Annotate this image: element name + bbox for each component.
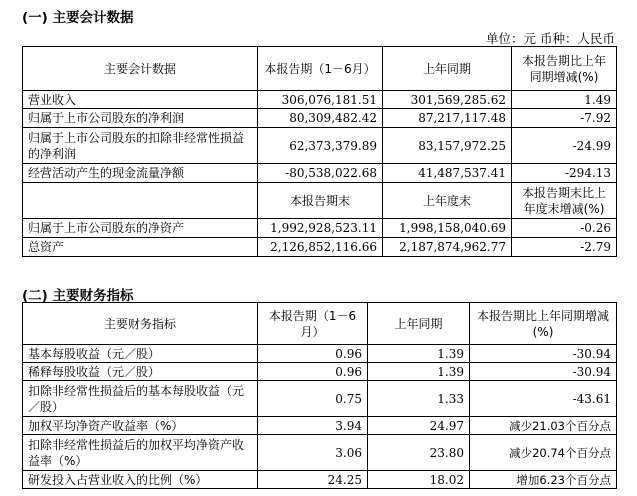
table-row <box>23 417 617 435</box>
row-label: 总资产 <box>23 238 258 257</box>
row-change-value: -30.94 <box>470 363 617 381</box>
row-change-value: -30.94 <box>470 345 617 363</box>
row-change-value: -7.92 <box>512 109 617 128</box>
row-change-value: 减少21.03个百分点 <box>470 417 617 435</box>
section2-title: (二) 主要财务指标 <box>22 288 134 304</box>
row-current-value: 0.75 <box>258 381 368 417</box>
row-label: 营业收入 <box>23 91 258 109</box>
table-header-row <box>23 303 617 345</box>
row-prior-value: 83,157,972.25 <box>383 128 512 164</box>
row-change-value: 减少20.74个百分点 <box>470 435 617 471</box>
header-change-pct: 本报告期比上年同期增减(%) <box>512 47 617 91</box>
row-current-value: 3.94 <box>258 417 368 435</box>
header-period-end: 本报告期末 <box>258 183 383 219</box>
table-row <box>23 381 617 417</box>
table-row <box>23 471 617 489</box>
row-current-value: 306,076,181.51 <box>258 91 383 109</box>
row-label: 归属于上市公司股东的净资产 <box>23 219 258 238</box>
row-label: 扣除非经常性损益后的加权平均净资产收益率（%） <box>23 435 258 471</box>
table-row <box>23 345 617 363</box>
row-change-value: 1.49 <box>512 91 617 109</box>
row-current-value: 24.25 <box>258 471 368 489</box>
row-prior-value: 1,998,158,040.69 <box>383 219 512 238</box>
row-prior-value: 2,187,874,962.77 <box>383 238 512 257</box>
row-prior-value: 41,487,537.41 <box>383 164 512 183</box>
accounting-data-table <box>22 46 617 257</box>
row-change-value: -0.26 <box>512 219 617 238</box>
row-label: 稀释每股收益（元／股） <box>23 363 258 381</box>
row-label: 加权平均净资产收益率（%） <box>23 417 258 435</box>
header-current-period: 本报告期（1－6月） <box>258 303 368 345</box>
table-row <box>23 128 617 164</box>
row-change-value: -24.99 <box>512 128 617 164</box>
table-row <box>23 363 617 381</box>
row-current-value: 1,992,928,523.11 <box>258 219 383 238</box>
row-label: 基本每股收益（元／股） <box>23 345 258 363</box>
table-row <box>23 435 617 471</box>
row-current-value: 2,126,852,116.66 <box>258 238 383 257</box>
row-change-value: -43.61 <box>470 381 617 417</box>
row-prior-value: 1.33 <box>368 381 470 417</box>
row-change-value: 增加6.23个百分点 <box>470 471 617 489</box>
row-current-value: 3.06 <box>258 435 368 471</box>
table-row <box>23 219 617 238</box>
table-subheader-row <box>23 183 617 219</box>
row-label: 经营活动产生的现金流量净额 <box>23 164 258 183</box>
header-item: 主要财务指标 <box>23 303 258 345</box>
table-row <box>23 238 617 257</box>
header-prior-period: 上年同期 <box>368 303 470 345</box>
row-prior-value: 1.39 <box>368 345 470 363</box>
row-current-value: 0.96 <box>258 345 368 363</box>
row-label: 研发投入占营业收入的比例（%） <box>23 471 258 489</box>
row-prior-value: 1.39 <box>368 363 470 381</box>
table-row <box>23 91 617 109</box>
row-change-value: -2.79 <box>512 238 617 257</box>
unit-currency-line: 单位：元 币种：人民币 <box>486 31 615 46</box>
row-prior-value: 24.97 <box>368 417 470 435</box>
row-label: 扣除非经常性损益后的基本每股收益（元／股） <box>23 381 258 417</box>
table-row <box>23 164 617 183</box>
subheader-blank <box>23 183 258 219</box>
header-current-period: 本报告期（1－6月） <box>258 47 383 91</box>
header-change-pct-period-end: 本报告期末比上年度末增减(%) <box>512 183 617 219</box>
header-prior-year-end: 上年度末 <box>383 183 512 219</box>
row-prior-value: 301,569,285.62 <box>383 91 512 109</box>
row-prior-value: 18.02 <box>368 471 470 489</box>
row-prior-value: 23.80 <box>368 435 470 471</box>
row-current-value: -80,538,022.68 <box>258 164 383 183</box>
table-header-row <box>23 47 617 91</box>
row-current-value: 0.96 <box>258 363 368 381</box>
header-item: 主要会计数据 <box>23 47 258 91</box>
row-prior-value: 87,217,117.48 <box>383 109 512 128</box>
header-change-pct: 本报告期比上年同期增减(%) <box>470 303 617 345</box>
header-prior-period: 上年同期 <box>383 47 512 91</box>
row-label: 归属于上市公司股东的扣除非经常性损益的净利润 <box>23 128 258 164</box>
row-current-value: 80,309,482.42 <box>258 109 383 128</box>
row-current-value: 62,373,379.89 <box>258 128 383 164</box>
table-row <box>23 109 617 128</box>
section1-title: (一) 主要会计数据 <box>22 10 134 26</box>
row-label: 归属于上市公司股东的净利润 <box>23 109 258 128</box>
financial-indicators-table <box>22 302 617 489</box>
row-change-value: -294.13 <box>512 164 617 183</box>
